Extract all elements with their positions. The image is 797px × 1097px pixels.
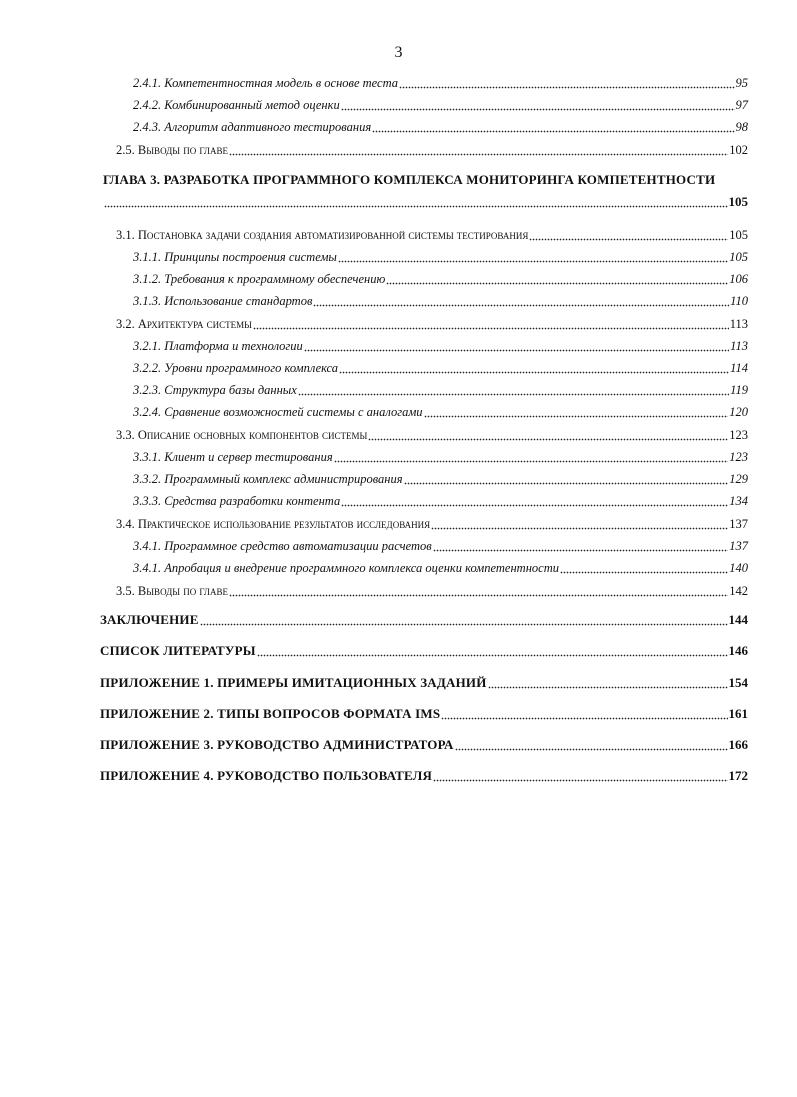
toc-entry-label: 3.1.1. Принципы построения системы xyxy=(133,250,337,264)
toc-entry-3-4-1[interactable] xyxy=(133,537,748,555)
toc-entry-label: 3.3.1. Клиент и сервер тестирования xyxy=(133,450,333,464)
toc-entry-page: 172 xyxy=(728,768,748,783)
toc-entry-page: 120 xyxy=(729,405,748,419)
dot-leader xyxy=(431,516,728,530)
dot-leader xyxy=(334,449,729,463)
toc-entry-label: 3.4.1. Апробация и внедрение программного комплекса оценки компетентности xyxy=(133,561,559,575)
toc-entry-page: 98 xyxy=(735,120,748,134)
toc-entry-page: 106 xyxy=(729,272,748,286)
toc-entry-label: 3.4.1. Программное средство автоматизации расчетов xyxy=(133,539,432,553)
toc-entry-2-4-2[interactable] xyxy=(133,96,748,114)
dot-leader xyxy=(253,316,729,330)
toc-entry-label: 3.2.3. Структура базы данных xyxy=(133,383,297,397)
toc-entry-page: 95 xyxy=(735,76,748,90)
toc-entry-3-1-3[interactable] xyxy=(133,292,748,310)
dot-leader xyxy=(229,142,728,156)
dot-leader xyxy=(298,382,729,396)
toc-entry-label: 3.3.3. Средства разработки контента xyxy=(133,494,341,508)
toc-entry-page: 134 xyxy=(729,494,748,508)
toc-entry-3-4-1-b[interactable] xyxy=(133,559,748,577)
toc-entry-label: 3.2.4. Сравнение возможностей системы с аналогами xyxy=(133,405,423,419)
toc-entry-page: 113 xyxy=(730,339,748,353)
toc-entry-3-4[interactable] xyxy=(116,515,748,533)
toc-entry-3-3-3[interactable] xyxy=(133,492,748,510)
toc-entry-label: 2.5. Выводы по главе xyxy=(116,143,228,157)
chapter-3-page: 105 xyxy=(728,194,748,209)
toc-entry-page: 144 xyxy=(728,612,748,627)
dot-leader xyxy=(304,338,729,352)
dot-leader xyxy=(386,271,728,285)
toc-entry-label: ПРИЛОЖЕНИЕ 1. ПРИМЕРЫ ИМИТАЦИОННЫХ ЗАДАНИЙ xyxy=(100,675,487,690)
toc-entry-page: 97 xyxy=(735,98,748,112)
toc-entry-page: 166 xyxy=(728,737,748,752)
toc-entry-label: ПРИЛОЖЕНИЕ 4. РУКОВОДСТВО ПОЛЬЗОВАТЕЛЯ xyxy=(100,768,433,783)
toc-entry-label: ПРИЛОЖЕНИЕ 3. РУКОВОДСТВО АДМИНИСТРАТОРА xyxy=(100,737,454,752)
toc-entry-label: 3.2.2. Уровни программного комплекса xyxy=(133,361,338,375)
toc-entry-page: 123 xyxy=(729,428,748,442)
toc-entry-page: 110 xyxy=(730,294,748,308)
toc-entry-3-3[interactable] xyxy=(116,426,748,444)
dot-leader xyxy=(368,427,728,441)
toc-entry-label: 3.1.3. Использование стандартов xyxy=(133,294,313,308)
dot-leader xyxy=(372,119,734,133)
toc-entry-conclusion[interactable] xyxy=(100,611,748,629)
toc-entry-label: ПРИЛОЖЕНИЕ 2. ТИПЫ ВОПРОСОВ ФОРМАТА IMS xyxy=(100,706,441,721)
toc-entry-3-2-4[interactable] xyxy=(133,403,748,421)
toc-entry-page: 123 xyxy=(729,450,748,464)
toc-entry-3-3-1[interactable] xyxy=(133,448,748,466)
dot-leader xyxy=(404,471,729,485)
toc-entry-label: 2.4.1. Компетентностная модель в основе теста xyxy=(133,76,399,90)
dot-leader xyxy=(433,768,727,782)
toc-entry-appendix-2[interactable] xyxy=(100,705,748,723)
toc-entry-3-2-2[interactable] xyxy=(133,359,748,377)
toc-entry-3-1[interactable] xyxy=(116,226,748,244)
toc-entry-3-3-2[interactable] xyxy=(133,470,748,488)
dot-leader xyxy=(560,560,728,574)
chapter-3-title[interactable]: ГЛАВА 3. РАЗРАБОТКА ПРОГРАММНОГО КОМПЛЕКСА МОНИТОРИНГА КОМПЕТЕНТНОСТИ xyxy=(103,172,716,187)
dot-leader xyxy=(341,97,735,111)
toc-entry-label: СПИСОК ЛИТЕРАТУРЫ xyxy=(100,643,256,658)
toc-entry-page: 119 xyxy=(730,383,748,397)
dot-leader xyxy=(455,737,728,751)
toc-entry-page: 154 xyxy=(728,675,748,690)
toc-entry-2-4-1[interactable] xyxy=(133,74,748,92)
dot-leader xyxy=(424,404,729,418)
toc-entry-label: 3.4. Практическое использование результатов исследования xyxy=(116,517,431,531)
toc-entry-label: 3.2. Архитектура системы xyxy=(116,317,252,331)
toc-entry-page: 102 xyxy=(729,143,748,157)
toc-entry-label: 3.3.2. Программный комплекс администрирования xyxy=(133,472,403,486)
toc-entry-3-1-2[interactable] xyxy=(133,270,748,288)
toc-entry-label: 2.4.2. Комбинированный метод оценки xyxy=(133,98,340,112)
toc-entry-references[interactable] xyxy=(100,642,748,660)
toc-entry-page: 142 xyxy=(729,584,748,598)
dot-leader xyxy=(529,227,728,241)
dot-leader xyxy=(200,612,728,626)
toc-entry-label: ЗАКЛЮЧЕНИЕ xyxy=(100,612,199,627)
toc-entry-3-5[interactable] xyxy=(116,582,748,600)
toc-entry-label: 3.5. Выводы по главе xyxy=(116,584,228,598)
dot-leader xyxy=(339,360,729,374)
toc-entry-appendix-1[interactable] xyxy=(100,674,748,692)
dot-leader xyxy=(313,293,729,307)
toc-entry-label: 2.4.3. Алгоритм адаптивного тестирования xyxy=(133,120,372,134)
toc-entry-page: 105 xyxy=(729,228,748,242)
toc-entry-page: 146 xyxy=(728,643,748,658)
toc-entry-page: 161 xyxy=(728,706,748,721)
toc-entry-page: 137 xyxy=(729,539,748,553)
toc-entry-appendix-3[interactable] xyxy=(100,736,748,754)
toc-entry-2-4-3[interactable] xyxy=(133,118,748,136)
chapter-3-leader-line[interactable] xyxy=(103,193,748,211)
toc-entry-3-2-1[interactable] xyxy=(133,337,748,355)
toc-entry-label: 3.2.1. Платформа и технологии xyxy=(133,339,303,353)
toc-entry-3-1-1[interactable] xyxy=(133,248,748,266)
toc-entry-page: 114 xyxy=(730,361,748,375)
dot-leader xyxy=(399,75,734,89)
dot-leader xyxy=(433,538,729,552)
toc-entry-label: 3.1.2. Требования к программному обеспечению xyxy=(133,272,386,286)
toc-entry-3-2[interactable] xyxy=(116,315,748,333)
toc-entry-appendix-4[interactable] xyxy=(100,767,748,785)
dot-leader xyxy=(338,249,728,263)
toc-entry-page: 140 xyxy=(729,561,748,575)
toc-entry-page: 129 xyxy=(729,472,748,486)
dot-leader xyxy=(441,706,727,720)
dot-leader xyxy=(104,194,728,208)
dot-leader xyxy=(488,675,728,689)
dot-leader xyxy=(257,643,728,657)
toc-entry-page: 105 xyxy=(729,250,748,264)
page-number: 3 xyxy=(394,44,403,61)
toc-entry-label: 3.3. Описание основных компонентов системы xyxy=(116,428,368,442)
toc-entry-3-2-3[interactable] xyxy=(133,381,748,399)
toc-entry-page: 137 xyxy=(729,517,748,531)
dot-leader xyxy=(341,493,728,507)
dot-leader xyxy=(229,583,728,597)
toc-entry-page: 113 xyxy=(729,317,748,331)
toc-entry-2-5[interactable] xyxy=(116,141,748,159)
toc-entry-label: 3.1. Постановка задачи создания автоматизированной системы тестирования xyxy=(116,228,529,242)
